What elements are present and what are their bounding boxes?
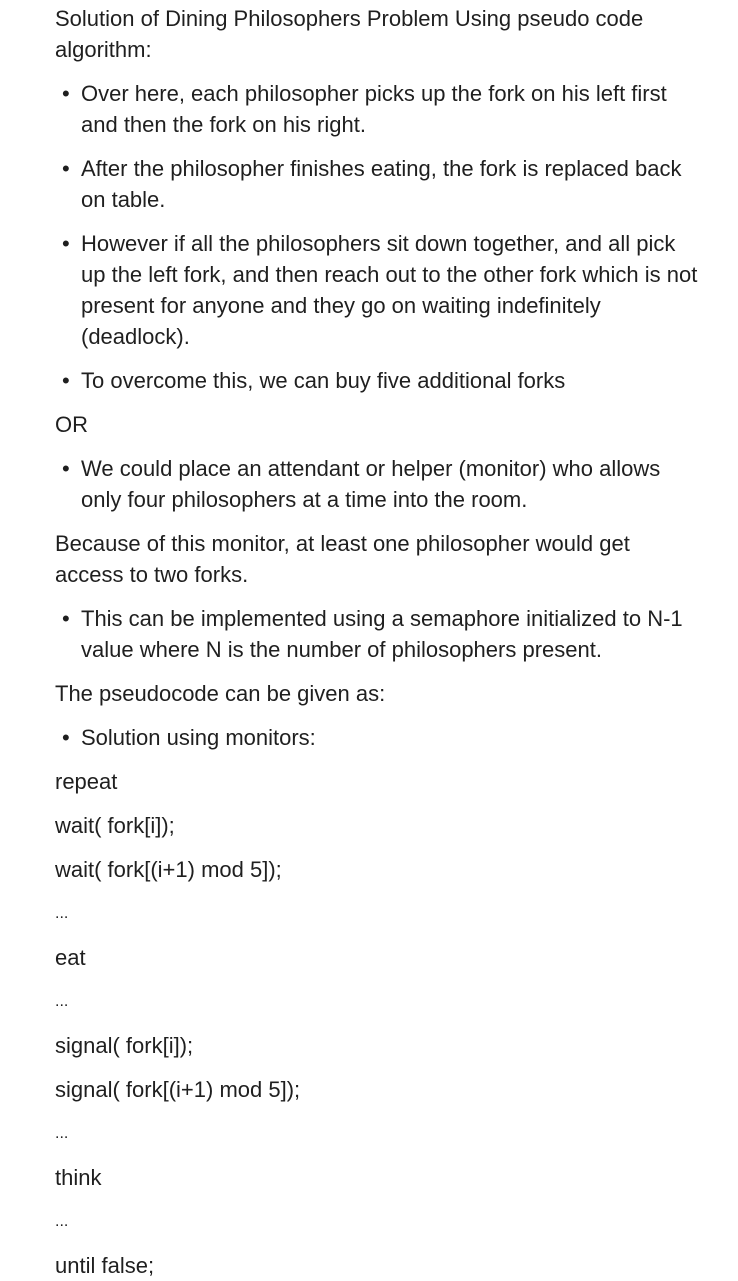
bullet-dot-icon: •	[62, 606, 70, 631]
bullet-list-monitor	[55, 453, 698, 515]
bullet-text: To overcome this, we can buy five additional forks	[81, 368, 566, 393]
bullet-text: This can be implemented using a semaphore initialized to N-1 value where N is the number of philosophers present.	[81, 606, 683, 662]
code-line: eat	[55, 945, 86, 970]
bullet-text: After the philosopher finishes eating, the fork is replaced back on table.	[81, 156, 682, 212]
bullet-item	[55, 153, 698, 215]
bullet-item	[55, 228, 698, 352]
bullet-text: We could place an attendant or helper (monitor) who allows only four philosophers at a time into the room.	[81, 456, 661, 512]
bullet-item	[55, 365, 698, 396]
bullet-dot-icon: •	[62, 156, 70, 181]
or-separator: OR	[55, 412, 88, 437]
bullet-item	[55, 78, 698, 140]
monitor-paragraph: Because of this monitor, at least one philosopher would get access to two forks.	[55, 531, 630, 587]
bullet-list-solution	[55, 722, 698, 753]
code-line: until false;	[55, 1253, 155, 1278]
code-ellipsis: ...	[55, 1213, 69, 1230]
bullet-item	[55, 453, 698, 515]
code-ellipsis: ...	[55, 993, 69, 1010]
bullet-list-semaphore	[55, 603, 698, 665]
code-line: signal( fork[(i+1) mod 5]);	[55, 1077, 301, 1102]
bullet-text: However if all the philosophers sit down together, and all pick up the left fork, and then reach out to the other fork which is not present for anyone and they go on waiting indefinitely (deadlock).	[81, 231, 698, 349]
pseudocode-block	[55, 766, 698, 1281]
bullet-item	[55, 603, 698, 665]
intro-paragraph: Solution of Dining Philosophers Problem Using pseudo code algorithm:	[55, 6, 644, 62]
code-line: think	[55, 1165, 102, 1190]
code-line: repeat	[55, 769, 118, 794]
bullet-list-approach	[55, 78, 698, 396]
bullet-dot-icon: •	[62, 368, 70, 393]
code-ellipsis: ...	[55, 905, 69, 922]
bullet-text: Solution using monitors:	[81, 725, 316, 750]
bullet-text: Over here, each philosopher picks up the fork on his left first and then the fork on his right.	[81, 81, 667, 137]
code-ellipsis: ...	[55, 1125, 69, 1142]
bullet-dot-icon: •	[62, 456, 70, 481]
bullet-dot-icon: •	[62, 231, 70, 256]
code-line: wait( fork[i]);	[55, 813, 175, 838]
code-line: signal( fork[i]);	[55, 1033, 194, 1058]
bullet-dot-icon: •	[62, 81, 70, 106]
pseudocode-intro: The pseudocode can be given as:	[55, 681, 386, 706]
bullet-dot-icon: •	[62, 725, 70, 750]
bullet-item	[55, 722, 698, 753]
code-line: wait( fork[(i+1) mod 5]);	[55, 857, 282, 882]
